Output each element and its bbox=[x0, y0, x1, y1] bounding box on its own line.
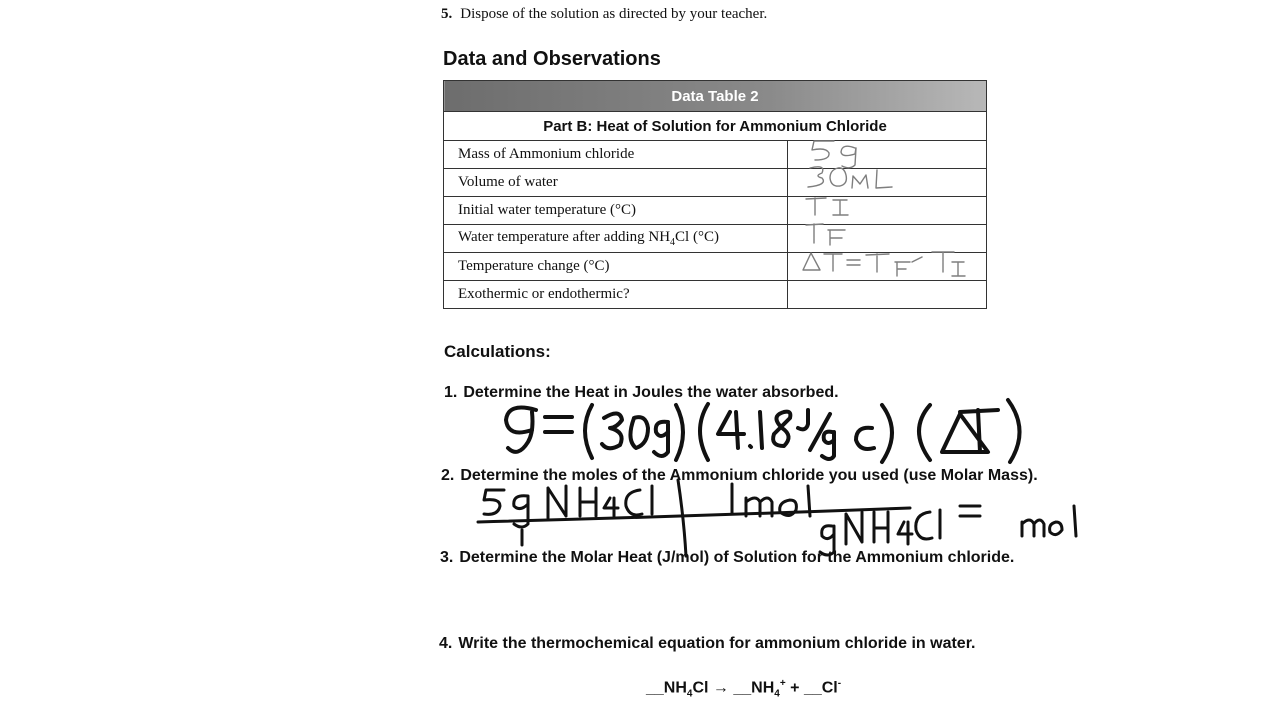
handwritten-den-n bbox=[846, 512, 862, 544]
handwritten-h bbox=[580, 488, 596, 516]
table-row bbox=[444, 225, 987, 253]
calculations-heading: Calculations: bbox=[444, 342, 551, 361]
handwritten-subscript-4 bbox=[604, 498, 618, 516]
thermochemical-equation: $\_\_NH_4Cl$ → $\_\_NH_4^+$ + __Cl- bbox=[646, 678, 842, 700]
step-number: 5. bbox=[441, 6, 453, 22]
row-value bbox=[788, 197, 987, 225]
table-row bbox=[444, 169, 987, 197]
row-value bbox=[788, 281, 987, 309]
handwritten-8 bbox=[773, 412, 790, 446]
handwritten-divider-vertical bbox=[678, 480, 686, 556]
handwritten-5 bbox=[484, 490, 504, 514]
handwritten-den-h bbox=[874, 512, 888, 542]
handwritten-3 bbox=[602, 413, 622, 448]
handwritten-m bbox=[746, 498, 772, 516]
table-row bbox=[444, 197, 987, 225]
table-subtitle: Part B: Heat of Solution for Ammonium Chloride bbox=[444, 112, 987, 141]
handwritten-t bbox=[960, 410, 998, 452]
handwritten-small-g bbox=[822, 432, 834, 459]
handwritten-q-symbol bbox=[506, 408, 536, 452]
handwritten-result-o bbox=[1050, 522, 1062, 535]
row-label: Initial water temperature (°C) bbox=[444, 197, 788, 225]
table-row bbox=[444, 141, 987, 169]
handwritten-den-c bbox=[916, 512, 932, 539]
step-5 bbox=[441, 6, 767, 23]
handwritten-close-paren-1 bbox=[676, 405, 683, 460]
handwritten-close-paren-3 bbox=[1008, 400, 1020, 462]
handwritten-n bbox=[548, 486, 566, 518]
handwritten-result-m bbox=[1022, 520, 1044, 536]
table-row bbox=[444, 253, 987, 281]
handwritten-0 bbox=[630, 417, 648, 448]
row-label: Volume of water bbox=[444, 169, 788, 197]
handwritten-open-paren-2 bbox=[700, 404, 708, 460]
handwritten-open-paren-1 bbox=[585, 405, 592, 458]
question-4: 4. Write the thermochemical equation for ammonium chloride in water. bbox=[439, 635, 976, 652]
row-value bbox=[788, 253, 987, 281]
handwritten-slash bbox=[810, 414, 830, 450]
step-text: Dispose of the solution as directed by your teacher. bbox=[460, 6, 768, 22]
question-2: 2. Determine the moles of the Ammonium chloride you used (use Molar Mass). bbox=[441, 467, 1038, 484]
handwritten-c2 bbox=[626, 490, 642, 515]
handwritten-4 bbox=[718, 412, 744, 448]
row-label: Water temperature after adding $NH_4Cl$ (°C) bbox=[444, 225, 788, 253]
handwritten-c bbox=[856, 428, 874, 449]
handwritten-fraction-line bbox=[478, 508, 910, 522]
handwritten-equals bbox=[545, 417, 572, 432]
row-value bbox=[788, 141, 987, 169]
handwritten-delta bbox=[942, 414, 988, 452]
handwritten-dot bbox=[750, 446, 751, 447]
handwritten-close-paren-2 bbox=[882, 405, 892, 462]
row-label: Mass of Ammonium chloride bbox=[444, 141, 788, 169]
question-3: 3. Determine the Molar Heat (J/mol) of Solution for the Ammonium chloride. bbox=[440, 549, 1015, 566]
handwritten-den-4 bbox=[898, 522, 912, 544]
row-value bbox=[788, 225, 987, 253]
data-table bbox=[443, 80, 987, 309]
handwritten-result-equals bbox=[960, 506, 980, 516]
section-title: Data and Observations bbox=[443, 48, 661, 70]
handwritten-1 bbox=[760, 412, 762, 448]
question-1: 1. Determine the Heat in Joules the water absorbed. bbox=[444, 384, 839, 401]
handwritten-o bbox=[780, 500, 797, 516]
row-label: Temperature change (°C) bbox=[444, 253, 788, 281]
row-label: Exothermic or endothermic? bbox=[444, 281, 788, 309]
table-title: Data Table 2 bbox=[444, 81, 987, 112]
handwritten-g2 bbox=[514, 496, 528, 527]
handwritten-g bbox=[654, 422, 668, 456]
row-value bbox=[788, 169, 987, 197]
table-row bbox=[444, 281, 987, 309]
handwritten-j bbox=[798, 410, 808, 429]
handwritten-l2 bbox=[808, 486, 810, 516]
handwritten-result-l bbox=[1074, 506, 1076, 536]
handwritten-open-paren-3 bbox=[919, 405, 930, 460]
